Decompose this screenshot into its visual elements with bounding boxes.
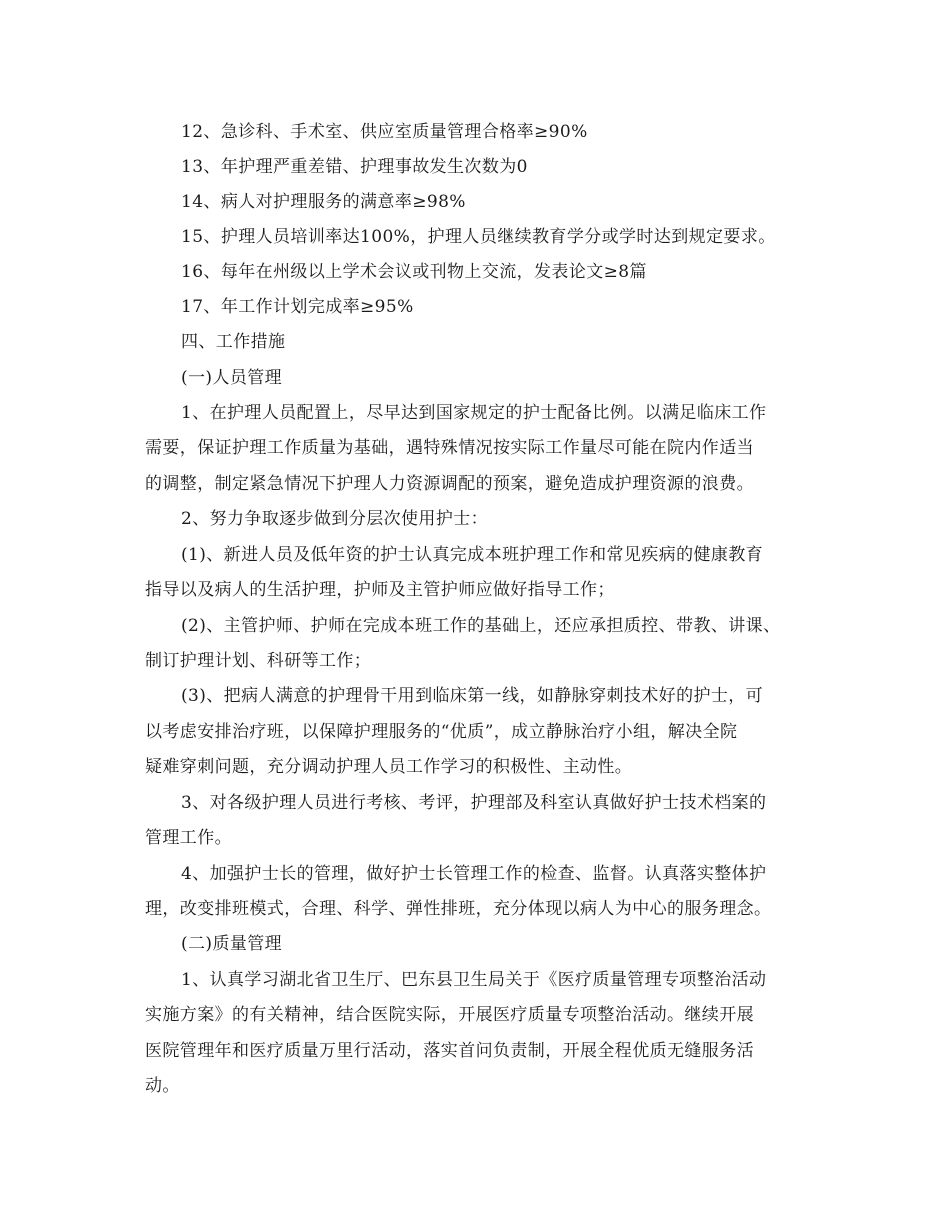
section-heading-measures: 四、工作措施 xyxy=(181,332,286,352)
paragraph-line: 需要，保证护理工作质量为基础，遇特殊情况按实际工作量尽可能在院内作适当 xyxy=(145,438,754,458)
paragraph-line: (1)、新进人员及低年资的护士认真完成本班护理工作和常见疾病的健康教育 xyxy=(181,545,764,565)
subsection-heading-personnel: (一)人员管理 xyxy=(181,368,283,388)
paragraph-line: 以考虑安排治疗班，以保障护理服务的“优质”，成立静脉治疗小组，解决全院 xyxy=(145,722,738,742)
list-item-15: 15、护理人员培训率达100%，护理人员继续教育学分或学时达到规定要求。 xyxy=(181,227,776,247)
paragraph-line: 理，改变排班模式，合理、科学、弹性排班，充分体现以病人为中心的服务理念。 xyxy=(145,899,772,919)
subsection-heading-quality: (二)质量管理 xyxy=(181,934,283,954)
paragraph-line: 4、加强护士长的管理，做好护士长管理工作的检查、监督。认真落实整体护 xyxy=(181,864,767,884)
paragraph-line: 的调整，制定紧急情况下护理人力资源调配的预案，避免造成护理资源的浪费。 xyxy=(145,474,754,494)
paragraph-line: 3、对各级护理人员进行考核、考评，护理部及科室认真做好护士技术档案的 xyxy=(181,793,767,813)
list-item-17: 17、年工作计划完成率≥95% xyxy=(181,297,414,317)
list-item-13: 13、年护理严重差错、护理事故发生次数为0 xyxy=(181,157,528,177)
paragraph-line: (2)、主管护师、护师在完成本班工作的基础上，还应承担质控、带教、讲课、 xyxy=(181,616,781,636)
paragraph-line: 医院管理年和医疗质量万里行活动，落实首问负责制，开展全程优质无缝服务活 xyxy=(145,1041,754,1061)
paragraph-line: 指导以及病人的生活护理，护师及主管护师应做好指导工作； xyxy=(145,580,615,600)
paragraph-line: (3)、把病人满意的护理骨干用到临床第一线，如静脉穿刺技术好的护士，可 xyxy=(181,686,764,706)
list-item-16: 16、每年在州级以上学术会议或刊物上交流，发表论文≥8篇 xyxy=(181,262,647,282)
paragraph-line: 管理工作。 xyxy=(145,828,232,848)
paragraph-line: 疑难穿刺问题，充分调动护理人员工作学习的积极性、主动性。 xyxy=(145,757,633,777)
paragraph-line: 2、努力争取逐步做到分层次使用护士： xyxy=(181,509,489,529)
paragraph-line: 动。 xyxy=(145,1076,180,1096)
paragraph-line: 实施方案》的有关精神，结合医院实际，开展医疗质量专项整治活动。继续开展 xyxy=(145,1005,754,1025)
paragraph-line: 制订护理计划、科研等工作； xyxy=(145,651,372,671)
list-item-14: 14、病人对护理服务的满意率≥98% xyxy=(181,192,466,212)
paragraph-line: 1、认真学习湖北省卫生厅、巴东县卫生局关于《医疗质量管理专项整治活动 xyxy=(181,970,767,990)
list-item-12: 12、急诊科、手术室、供应室质量管理合格率≥90% xyxy=(181,122,588,142)
paragraph-line: 1、在护理人员配置上，尽早达到国家规定的护士配备比例。以满足临床工作 xyxy=(181,403,767,423)
